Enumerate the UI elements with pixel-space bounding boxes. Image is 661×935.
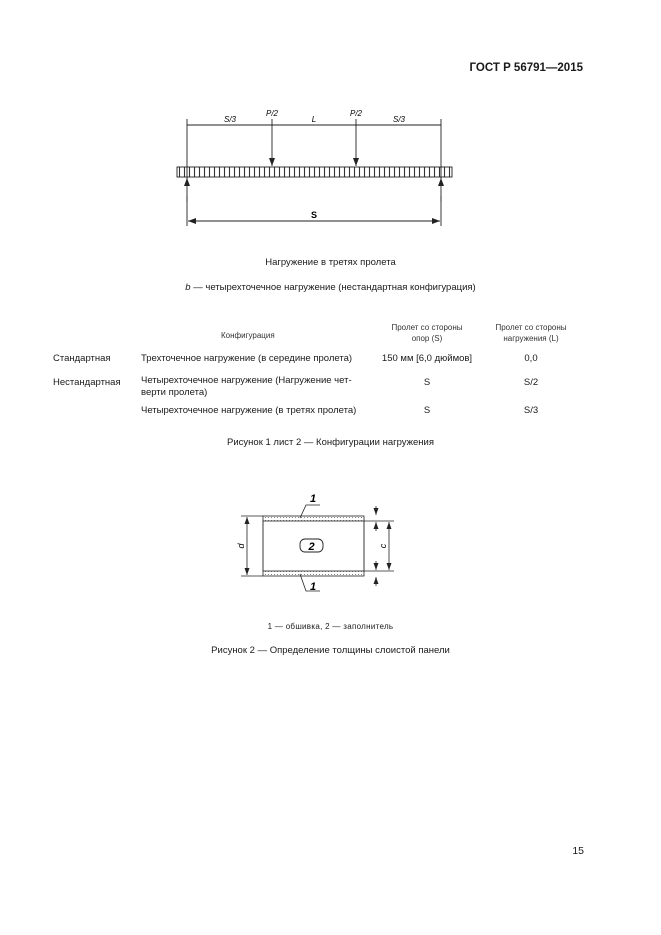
core-label: 2: [308, 541, 315, 553]
row-description-line1: Четырехточечное нагружение (Нагружение чет-: [141, 375, 352, 386]
col-header-load-line2: нагружения (L): [503, 334, 559, 343]
document-id-header: ГОСТ Р 56791—2015: [469, 62, 583, 74]
d-label: d: [236, 543, 246, 549]
col-header-config: Конфигурация: [221, 331, 275, 340]
loading-caption: Нагружение в третях пролета: [265, 257, 396, 268]
top-skin-label: 1: [309, 493, 317, 505]
row-load-span: S/3: [523, 405, 539, 416]
bottom-skin-label: 1: [309, 581, 317, 593]
c-label: c: [378, 543, 388, 549]
row-description: Трехточечное нагружение (в середине пролета): [141, 353, 353, 364]
label-s: S: [310, 210, 318, 220]
core-label-box: [300, 539, 323, 552]
bottom-skin: [263, 571, 364, 576]
row-load-span: 0,0: [524, 353, 538, 364]
row-description-line2: верти пролета): [141, 387, 208, 398]
label-p2-left: P/2: [265, 109, 279, 118]
bottom-skin-leader: [300, 574, 320, 591]
label-s3-right: S/3: [392, 115, 406, 124]
figure-2-caption: Рисунок 2 — Определение толщины слоистой панели: [211, 645, 450, 656]
row-description: Четырехточечное нагружение (в третях пролета): [141, 405, 357, 416]
row-description: [141, 375, 352, 399]
row-load-span: S/2: [523, 377, 539, 388]
subfigure-b-caption: [0, 282, 661, 293]
subfigure-letter: b: [185, 282, 191, 293]
beam: [177, 167, 452, 177]
col-header-load-line1: Пролет со стороны: [495, 323, 567, 332]
row-support-span: S: [423, 377, 431, 388]
top-skin-leader: [300, 505, 320, 518]
figure-1-caption: Рисунок 1 лист 2 — Конфигурации нагружения: [227, 437, 434, 448]
top-skin: [263, 516, 364, 521]
col-header-support-line2: опор (S): [411, 334, 443, 343]
row-type: Нестандартная: [53, 377, 121, 388]
page-number: 15: [572, 845, 584, 857]
col-header-load-span: [481, 323, 581, 343]
col-header-support-line1: Пролет со стороны: [391, 323, 463, 332]
row-support-span: S: [423, 405, 431, 416]
label-l: L: [311, 115, 317, 124]
row-type: Стандартная: [53, 353, 111, 364]
figure-2-legend: 1 — обшивка, 2 — заполнитель: [267, 622, 394, 631]
label-s3-left: S/3: [223, 115, 237, 124]
subfigure-text: — четырехточечное нагружение (нестандартная конфигурация): [190, 282, 476, 293]
col-header-support-span: [377, 323, 477, 343]
label-p2-right: P/2: [349, 109, 363, 118]
four-point-loading-diagram: [0, 0, 661, 245]
row-support-span: 150 мм [6,0 дюймов]: [381, 353, 473, 364]
